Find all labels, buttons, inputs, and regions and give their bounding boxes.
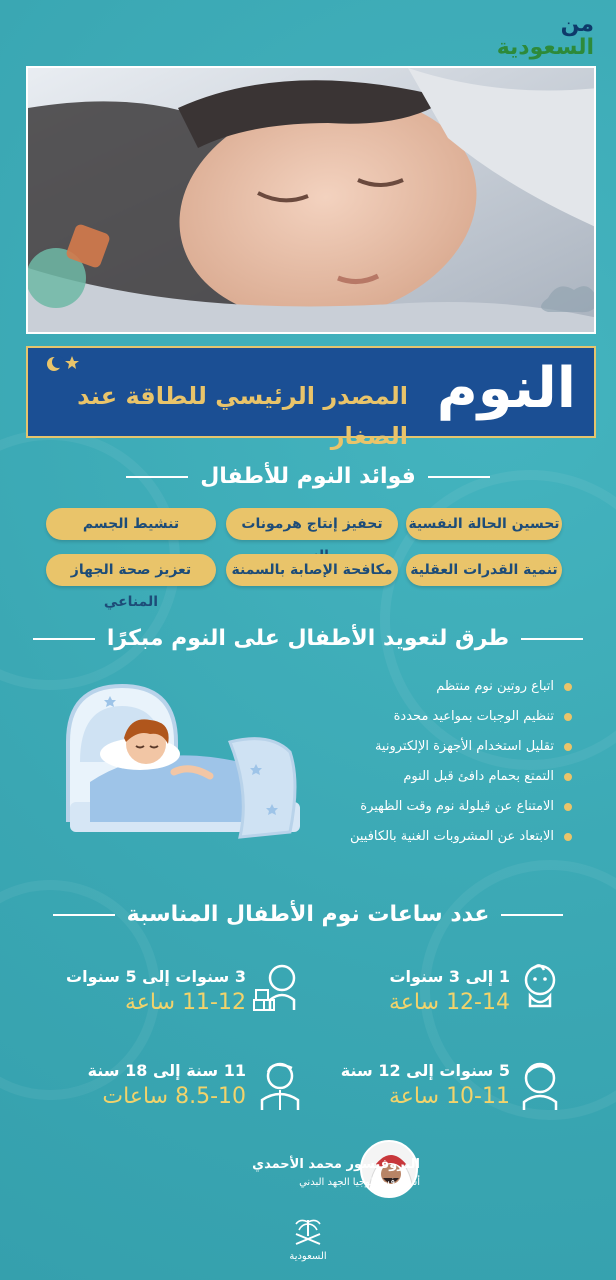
bullet-icon <box>564 803 572 811</box>
palm-swords-emblem-icon <box>292 1216 324 1246</box>
age-range: 11 سنة إلى 18 سنة <box>87 1061 246 1080</box>
sleeping-child-photo <box>26 66 596 334</box>
bullet-icon <box>564 833 572 841</box>
hours-heading-text: عدد ساعات نوم الأطفال المناسبة <box>126 902 490 927</box>
list-item: اتباع روتين نوم منتظم <box>242 672 572 702</box>
banner-title: النوم <box>436 356 576 421</box>
benefit-pill: تنمية القدرات العقلية <box>406 554 562 586</box>
age-group <box>341 1060 510 1112</box>
heading-line <box>501 914 563 916</box>
tips-heading <box>0 626 616 651</box>
child-icon <box>518 1060 562 1112</box>
footer-logo <box>282 1216 334 1264</box>
footer-text: السعودية <box>289 1251 327 1262</box>
banner-subtitle: المصدر الرئيسي للطاقة عند الصغار <box>77 382 408 450</box>
moon-stars-icon <box>40 352 84 374</box>
heading-line <box>33 638 95 640</box>
tips-heading-text: طرق لتعويد الأطفال على النوم مبكرًا <box>106 626 510 651</box>
hours-heading <box>0 902 616 927</box>
benefit-pill: تحفيز إنتاج هرمونات <box>226 508 398 540</box>
heading-line <box>126 476 188 478</box>
list-item: الامتناع عن قيلولة نوم وقت الظهيرة <box>242 792 572 822</box>
age-range: 5 سنوات إلى 12 سنة <box>340 1061 510 1080</box>
sleep-hours: 10-11 ساعة <box>389 1084 510 1109</box>
benefit-pill: تعزيز صحة الجهاز المناعي <box>46 554 216 586</box>
age-range: 3 سنوات إلى 5 سنوات <box>66 967 246 986</box>
heading-line <box>53 914 115 916</box>
toddler-with-blocks-icon <box>252 962 300 1012</box>
bullet-icon <box>564 773 572 781</box>
sleep-hours: 12-14 ساعة <box>389 990 510 1015</box>
title-banner <box>26 346 596 450</box>
bullet-icon <box>564 743 572 751</box>
benefits-heading-text: فوائد النوم للأطفال <box>200 464 416 489</box>
bullet-icon <box>564 713 572 721</box>
sleep-hours: 11-12 ساعة <box>125 990 246 1015</box>
sleep-hours: 8.5-10 ساعات <box>102 1084 246 1109</box>
tips-list <box>242 672 572 852</box>
heading-line <box>521 638 583 640</box>
author-name: البروفيسور محمد الأحمدي <box>252 1157 420 1172</box>
list-item: تنظيم الوجبات بمواعيد محددة <box>242 702 572 732</box>
age-range: 1 إلى 3 سنوات <box>389 967 510 986</box>
list-item: الابتعاد عن المشروبات الغنية بالكافيين <box>242 822 572 852</box>
benefit-pill: تنشيط الجسم <box>46 508 216 540</box>
brand-logo <box>497 14 594 60</box>
teen-icon <box>258 1060 302 1112</box>
benefit-pill: مكافحة الإصابة بالسمنة <box>226 554 398 586</box>
age-group <box>88 1060 246 1112</box>
sleeping-child-illustration <box>28 68 596 334</box>
benefit-pill: تحسين الحالة النفسية <box>406 508 562 540</box>
heading-line <box>428 476 490 478</box>
bullet-icon <box>564 683 572 691</box>
baby-icon <box>518 962 562 1010</box>
benefits-heading <box>0 464 616 489</box>
logo-bottom-text: السعودية <box>496 35 594 60</box>
author-info <box>252 1155 420 1191</box>
age-group <box>389 966 510 1018</box>
logo-top-text: من <box>560 12 594 37</box>
author-title: أستاذ فسيولوجيا الجهد البدني <box>299 1177 420 1188</box>
list-item: التمتع بحمام دافئ قبل النوم <box>242 762 572 792</box>
age-group <box>66 966 246 1018</box>
list-item: تقليل استخدام الأجهزة الإلكترونية <box>242 732 572 762</box>
